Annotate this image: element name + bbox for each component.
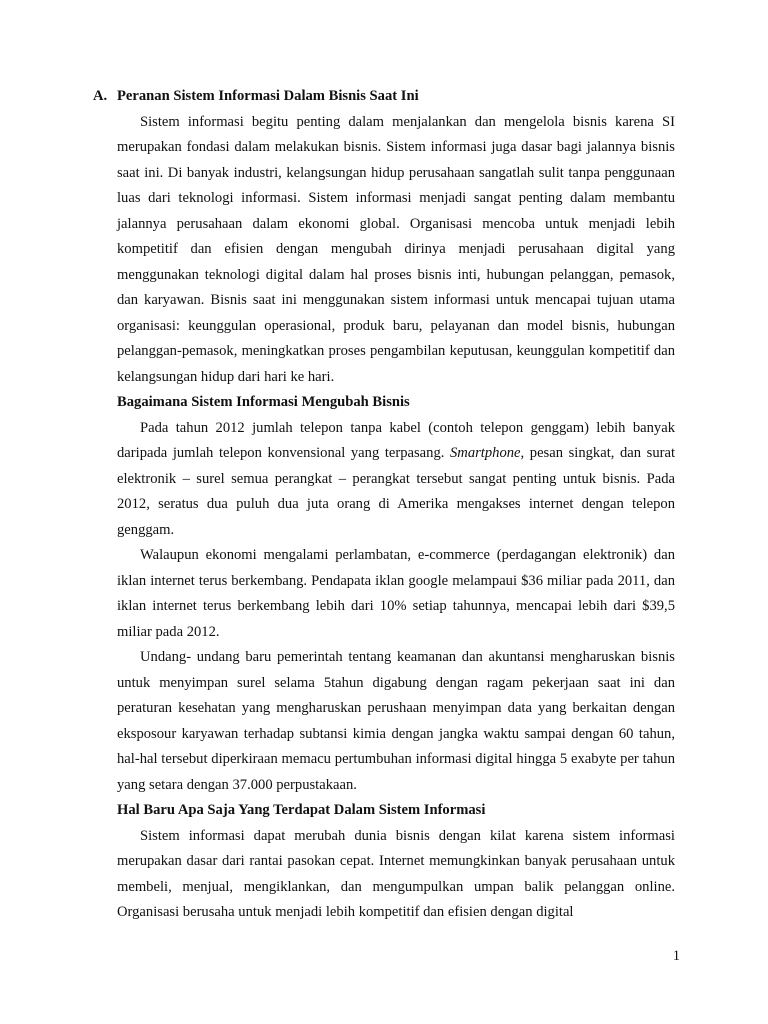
smartphone-term: Smartphone bbox=[450, 445, 521, 461]
paragraph-telepon-part1: Pada tahun 2012 jumlah telepon tanpa kabel (contoh telepon genggam) lebih banyak daripada jumlah telepon konvensional yang terpasang. bbox=[117, 419, 675, 461]
section-heading bbox=[93, 84, 675, 110]
section-title: Peranan Sistem Informasi Dalam Bisnis Saat Ini bbox=[117, 88, 419, 104]
paragraph-telepon-part2: , pesan singkat, dan surat elektronik – surel semua perangkat – perangkat tersebut sangat penting untuk bisnis. Pada 2012, seratus dua puluh dua juta orang di Amerika mengakses internet dengan telepon genggam. bbox=[117, 445, 676, 538]
section-marker: A. bbox=[93, 88, 108, 104]
paragraph-hal-baru: Sistem informasi dapat merubah dunia bisnis dengan kilat karena sistem informasi merupakan dasar dari rantai pasokan cepat. Internet memungkinkan banyak perusahaan untuk membeli, menjual, mengiklankan, dan mengumpulkan umpan balik pelanggan online. Organisasi berusaha untuk menjadi lebih kompetitif dan efisien dengan digital bbox=[117, 827, 675, 920]
paragraph-ecommerce: Walaupun ekonomi mengalami perlambatan, e-commerce (perdagangan elektronik) dan iklan internet terus berkembang. Pendapata iklan google melampaui $36 miliar pada 2011, dan iklan internet terus berkembang lebih dari 10% setiap tahunnya, mencapai lebih dari $39,5 miliar pada 2012. bbox=[117, 547, 675, 640]
paragraph-peranan: Sistem informasi begitu penting dalam menjalankan dan mengelola bisnis karena SI merupakan fondasi dalam melakukan bisnis. Sistem informasi juga dasar bagi jalannya bisnis saat ini. Di banyak industri, kelangsungan hidup perusahaan sangatlah sulit tanpa penggunaan luas dari teknologi informasi. Sistem informasi menjadi sangat penting dalam membantu jalannya perusahaan dalam ekonomi global. Organisasi mencoba untuk menjadi lebih kompetitif dan efisien dengan mengubah dirinya menjadi perusahaan digital yang menggunakan teknologi digital dalam hal proses bisnis inti, hubungan pelanggan, pemasok, dan karyawan. Bisnis saat ini menggunakan sistem informasi untuk mencapai tujuan utama organisasi: keunggulan operasional, produk baru, pelayanan dan model bisnis, hubungan pelanggan-pemasok, meningkatkan proses pengambilan keputusan, keunggulan kompetitif dan kelangsungan hidup dari hari ke hari. bbox=[117, 113, 675, 385]
paragraph-undang-undang: Undang- undang baru pemerintah tentang keamanan dan akuntansi mengharuskan bisnis untuk menyimpan surel selama 5tahun digabung dengan ragam pekerjaan saat ini dan peraturan kesehatan yang mengharuskan perushaan menyimpan data yang berkaitan dengan eksposour karyawan terhadap subtansi kimia dengan jangka waktu sampai dengan 60 tahun, hal-hal tersebut diperkiraan memacu pertumbuhan informasi digital hingga 5 exabyte per tahun yang setara dengan 37.000 perpustakaan. bbox=[117, 649, 675, 793]
subheading-hal-baru: Hal Baru Apa Saja Yang Terdapat Dalam Sistem Informasi bbox=[117, 802, 486, 818]
subheading-mengubah-bisnis: Bagaimana Sistem Informasi Mengubah Bisnis bbox=[117, 394, 410, 410]
page-content bbox=[93, 84, 676, 926]
paragraph-telepon bbox=[117, 416, 675, 544]
page-number: 1 bbox=[672, 948, 680, 964]
